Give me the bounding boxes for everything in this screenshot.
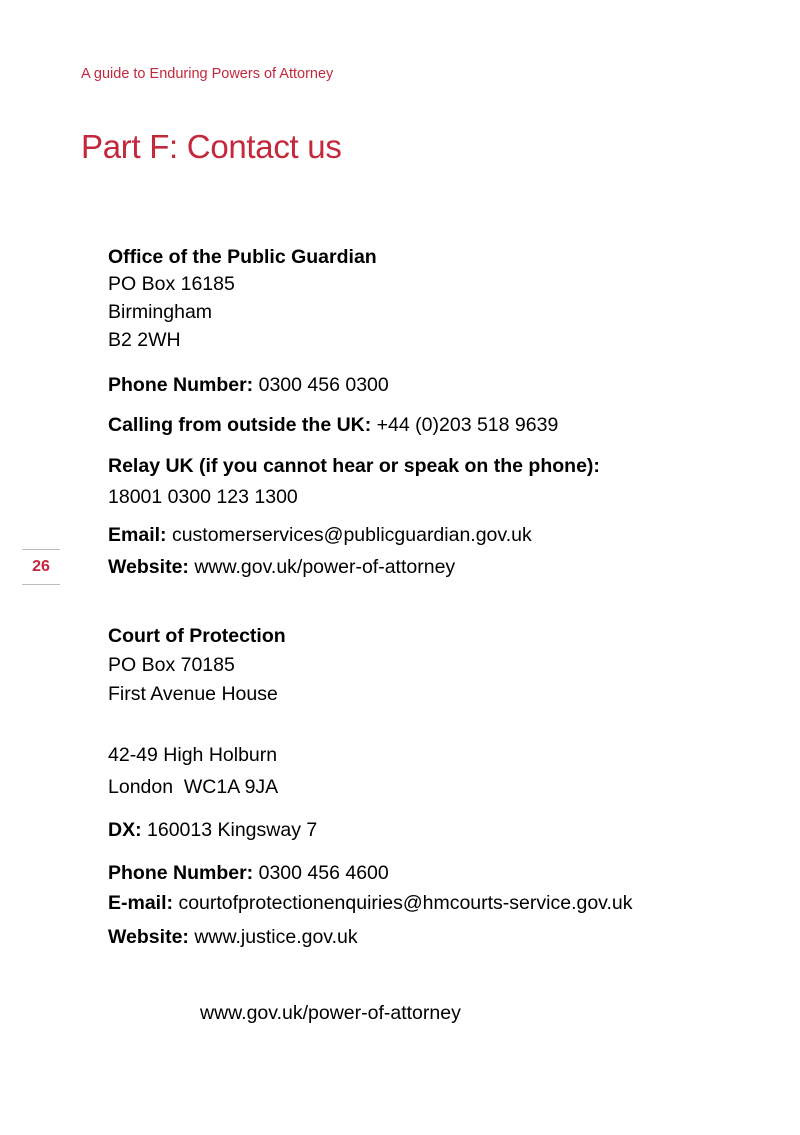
opg-phone-label: Phone Number: xyxy=(108,374,254,396)
court-phone xyxy=(108,861,389,885)
opg-address-line: Birmingham xyxy=(108,301,213,323)
opg-website-label: Website: xyxy=(108,556,189,578)
court-dx-value: 160013 Kingsway 7 xyxy=(147,819,318,841)
court-dx-label: DX: xyxy=(108,819,142,841)
court-email-label: E-mail: xyxy=(108,892,174,914)
footer-url[interactable]: www.gov.uk/power-of-attorney xyxy=(200,1002,461,1024)
opg-address-line: PO Box 16185 xyxy=(108,273,235,295)
court-website-link[interactable]: www.justice.gov.uk xyxy=(194,926,358,948)
page-number: 26 xyxy=(22,549,60,585)
court-dx xyxy=(108,818,317,842)
opg-outside-uk-value: +44 (0)203 518 9639 xyxy=(376,414,559,436)
court-address-line: First Avenue House xyxy=(108,683,278,705)
opg-website-link[interactable]: www.gov.uk/power-of-attorney xyxy=(194,556,456,578)
opg-email-link[interactable]: customerservices@publicguardian.gov.uk xyxy=(171,524,532,546)
court-website-label: Website: xyxy=(108,926,189,948)
opg-relay-label: Relay UK (if you cannot hear or speak on the phone): xyxy=(108,455,600,477)
court-phone-value: 0300 456 4600 xyxy=(258,862,389,884)
guide-title: A guide to Enduring Powers of Attorney xyxy=(81,66,334,82)
opg-phone-value: 0300 456 0300 xyxy=(258,374,389,396)
opg-relay-phone: 18001 0300 123 1300 xyxy=(108,486,298,508)
court-website xyxy=(108,925,358,949)
court-email xyxy=(108,891,633,915)
opg-website xyxy=(108,555,455,579)
opg-email-label: Email: xyxy=(108,524,167,546)
opg-outside-uk-label: Calling from outside the UK: xyxy=(108,414,372,436)
court-phone-label: Phone Number: xyxy=(108,862,254,884)
court-address-line: London WC1A 9JA xyxy=(108,776,279,798)
opg-email xyxy=(108,523,532,547)
opg-name: Office of the Public Guardian xyxy=(108,246,377,268)
court-address-line: 42-49 High Holburn xyxy=(108,744,278,766)
page-title: Part F: Contact us xyxy=(81,128,342,165)
court-name: Court of Protection xyxy=(108,625,286,647)
opg-phone xyxy=(108,373,389,397)
court-email-link[interactable]: courtofprotectionenquiries@hmcourts-service.gov.uk xyxy=(178,892,633,914)
opg-outside-uk-phone xyxy=(108,413,558,437)
opg-address-line: B2 2WH xyxy=(108,329,181,351)
court-address-line: PO Box 70185 xyxy=(108,654,235,676)
